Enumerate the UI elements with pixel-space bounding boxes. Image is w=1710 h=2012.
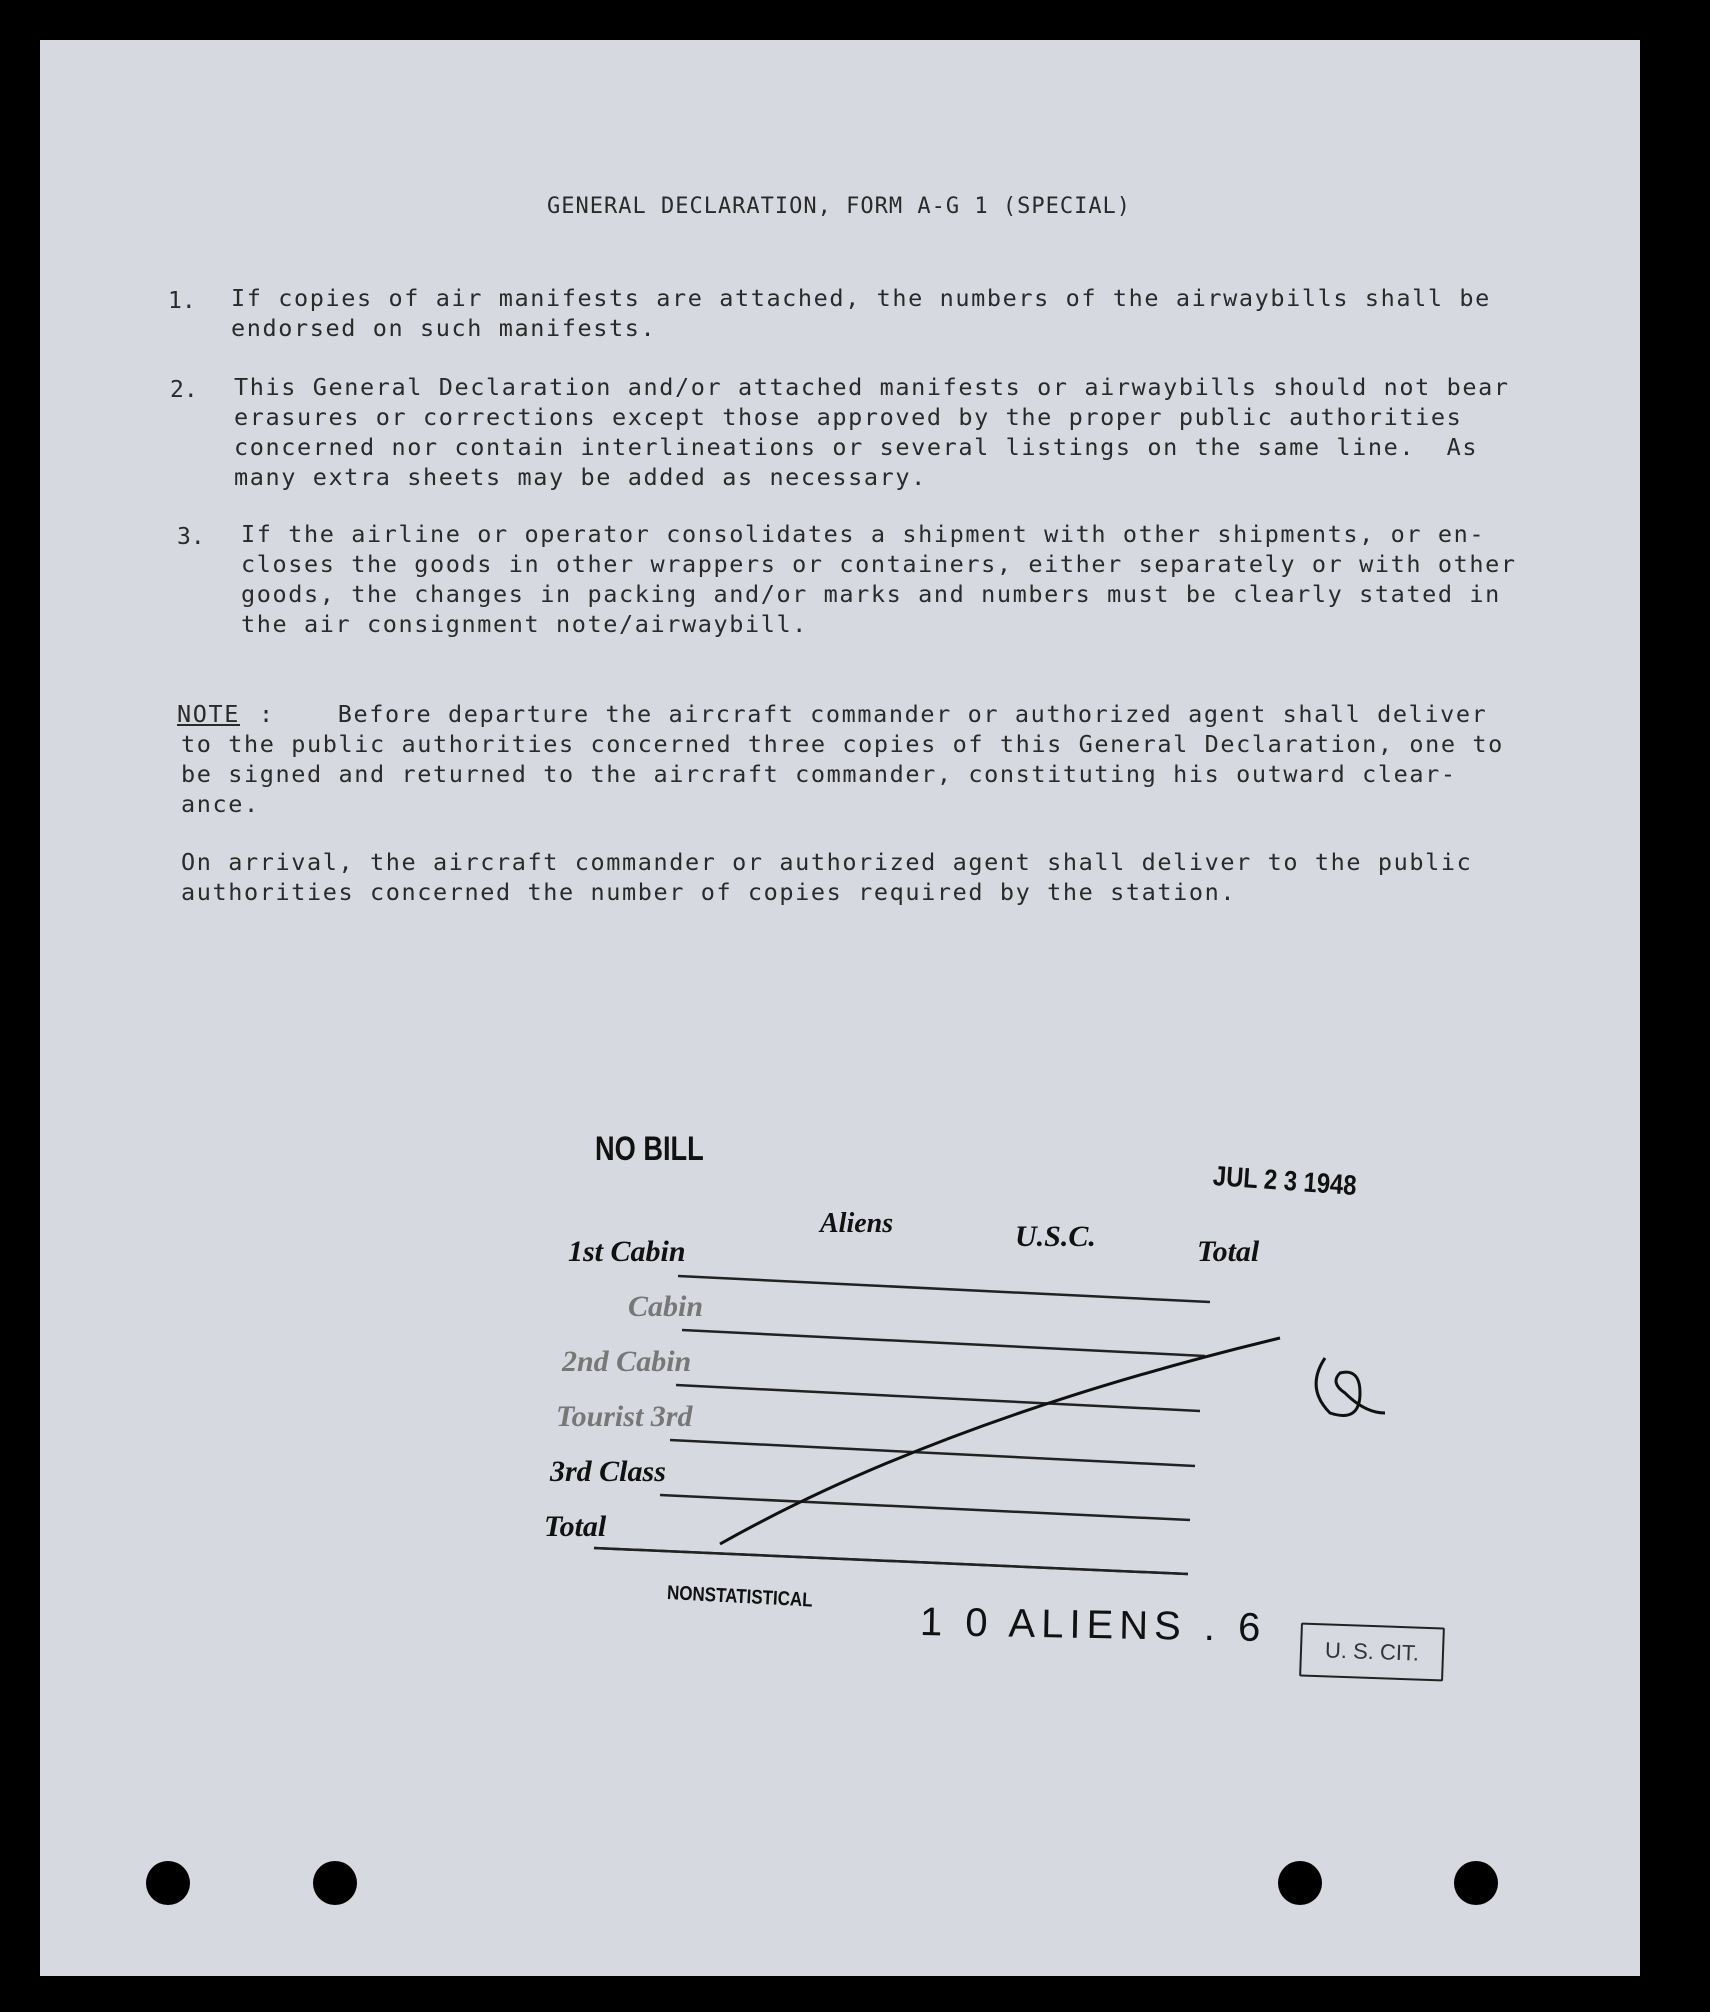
column-aliens: Aliens (820, 1208, 894, 1239)
item-3-line-3: goods, the changes in packing and/or marks and numbers must be clearly stated in (241, 580, 1501, 608)
item-2-line-3: concerned nor contain interlineations or several listings on the same line. As (234, 433, 1479, 461)
item-1-line-2: endorsed on such manifests. (231, 314, 657, 342)
item-2-line-2: erasures or corrections except those approved by the proper public authorities (234, 403, 1463, 431)
item-2-number: 2. (170, 377, 198, 403)
handwritten-strike (720, 1338, 1280, 1544)
row-line-total (594, 1548, 1188, 1574)
us-cit-stamp: U. S. CIT. (1299, 1623, 1445, 1682)
row-line-2 (682, 1330, 1205, 1356)
note-label: NOTE (177, 700, 240, 728)
row-line-3 (676, 1385, 1200, 1411)
punch-hole-4 (1454, 1861, 1498, 1905)
punch-hole-1 (146, 1861, 190, 1905)
item-3-line-1: If the airline or operator consolidates a shipment with other shipments, or en- (241, 520, 1486, 548)
row-line-5 (660, 1495, 1190, 1520)
note-line-3: be signed and returned to the aircraft commander, constituting his outward clear- (181, 760, 1457, 788)
row-3rd-class: 3rd Class (550, 1455, 666, 1488)
punch-hole-2 (313, 1861, 357, 1905)
arrival-line-1: On arrival, the aircraft commander or authorized agent shall deliver to the public (181, 848, 1473, 876)
column-usc: U.S.C. (1015, 1220, 1096, 1253)
note-line-2: to the public authorities concerned three copies of this General Declaration, one to (181, 730, 1504, 758)
item-3-line-4: the air consignment note/airwaybill. (241, 610, 808, 638)
row-1st-cabin: 1st Cabin (568, 1235, 686, 1268)
row-tourist-3rd: Tourist 3rd (556, 1400, 693, 1433)
date-stamp: JUL 2 3 1948 (1211, 1160, 1358, 1201)
item-3-number: 3. (177, 524, 205, 550)
note-line-1: : Before departure the aircraft commander or authorized agent shall deliver (259, 700, 1488, 728)
column-total: Total (1197, 1235, 1260, 1268)
arrival-line-2: authorities concerned the number of copies required by the station. (181, 878, 1237, 906)
document-page (40, 40, 1640, 1976)
no-bill-stamp: NO BILL (595, 1130, 704, 1168)
nonstatistical-stamp: NONSTATISTICAL (666, 1582, 814, 1612)
item-2-line-1: This General Declaration and/or attached manifests or airwaybills should not bear (234, 373, 1510, 401)
row-total: Total (544, 1510, 607, 1543)
document-title: GENERAL DECLARATION, FORM A-G 1 (SPECIAL) (547, 194, 1132, 219)
row-line-1 (678, 1276, 1210, 1302)
stamp-lines (40, 40, 1640, 1976)
punch-hole-3 (1278, 1861, 1322, 1905)
row-cabin: Cabin (628, 1290, 704, 1323)
item-3-line-2: closes the goods in other wrappers or containers, either separately or with other (241, 550, 1517, 578)
item-1-number: 1. (168, 288, 196, 314)
row-2nd-cabin: 2nd Cabin (562, 1345, 692, 1378)
handwritten-initial (1316, 1358, 1385, 1416)
handwritten-aliens-count: 1 0 ALIENS . 6 (919, 1599, 1267, 1651)
note-line-4: ance. (181, 790, 260, 818)
item-2-line-4: many extra sheets may be added as necessary. (234, 463, 927, 491)
item-1-line-1: If copies of air manifests are attached, the numbers of the airwaybills shall be (231, 284, 1491, 312)
